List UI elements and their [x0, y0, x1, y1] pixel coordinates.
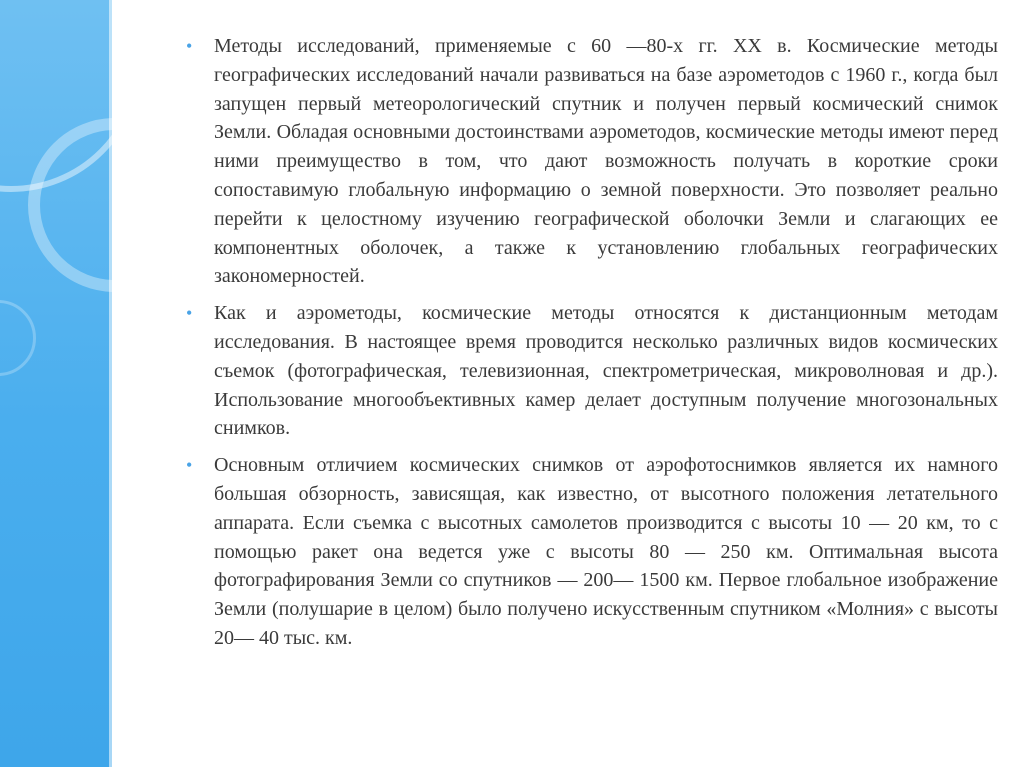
decorative-side-panel — [0, 0, 112, 767]
bullet-text: Методы исследований, применяемые с 60 —80-х гг. XX в. Космические методы географических исследований начали развиваться на базе аэрометодов с 1960 г., когда был запущен первый метеорологический спутник и получен первый космический снимок Земли. Обладая основными достоинствами аэрометодов, космические методы имеют перед ними преимущество в том, что дают возможность получать в короткие сроки сопоставимую глобальную информацию о земной поверхности. Это позволяет реально перейти к целостному изучению географической оболочки Земли и слагающих ее компонентных оболочек, а также к установлению глобальных географических закономерностей. — [214, 35, 998, 288]
bullet-dot-icon: • — [186, 303, 193, 324]
bullet-item — [186, 299, 998, 443]
bullet-text: Как и аэрометоды, космические методы относятся к дистанционным методам исследования. В настоящее время проводится несколько различных видов космических съемок (фотографическая, телевизионная, спектрометрическая, микроволновая и др.). Использование многообъективных камер делает доступным получение многозональных снимков. — [214, 302, 998, 440]
bullet-dot-icon: • — [186, 36, 193, 56]
bullet-item — [186, 32, 998, 291]
bullet-item — [186, 451, 998, 653]
slide-body — [186, 32, 998, 661]
bullet-list — [186, 32, 998, 653]
bullet-dot-icon: • — [186, 455, 193, 476]
bullet-text: Основным отличием космических снимков от аэрофотоснимков является их намного большая обзорность, зависящая, как известно, от высотного положения летательного аппарата. Если съемка с высотных самолетов производится с высоты 10 — 20 км, то с помощью ракет она ведется уже с высоты 80 — 250 км. Оптимальная высота фотографирования Земли со спутников — 200— 1500 км. Первое глобальное изображение Земли (полушарие в целом) было получено искусственным спутником «Молния» с высоты 20— 40 тыс. км. — [214, 454, 998, 649]
decorative-ring — [0, 300, 36, 376]
